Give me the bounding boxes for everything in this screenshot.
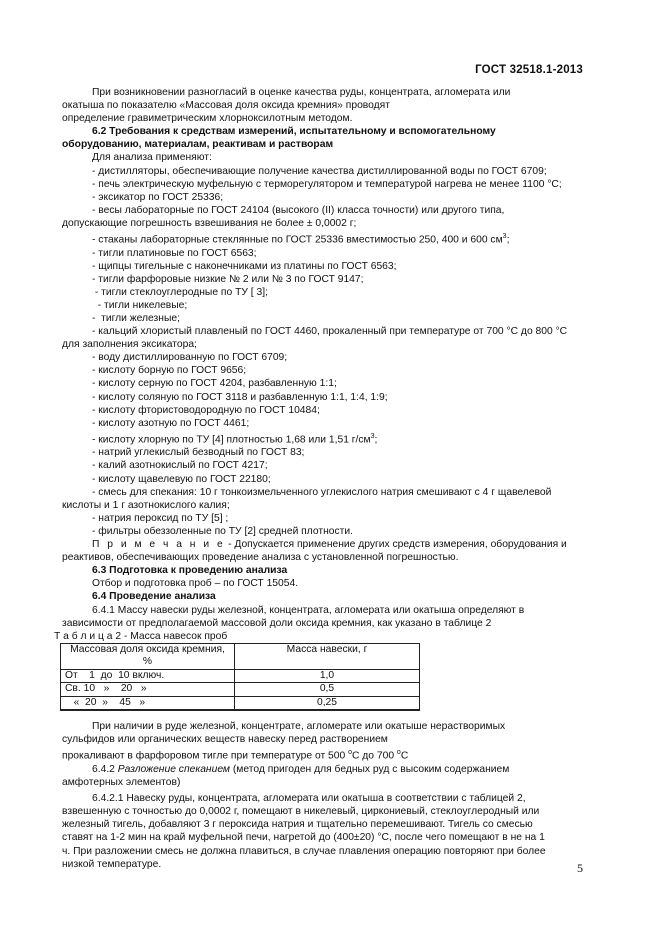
paragraph-6-4-1-line-1: 6.4.1 Массу навески руды железной, концентрата, агломерата или окатыша определяют в (92, 604, 525, 616)
list-item-continuation: кислоты и 1 г азотнокислого калия; (62, 499, 230, 511)
sulfide-note-text: прокаливают в фарфоровом тигле при температуре от 500 (62, 750, 349, 762)
list-item: - тигли платиновые по ГОСТ 6563; (92, 247, 257, 259)
table-header-cell (61, 643, 235, 669)
list-item: - печь электрическую муфельную с терморегулятором и температурой нагрева не менее 1100 °С; (92, 178, 562, 190)
sulfide-note-line-3 (62, 746, 582, 763)
section-6-4-title: 6.4 Проведение анализа (92, 591, 216, 603)
list-item-text: - стаканы лабораторные стеклянные по ГОСТ 25336 вместимостью 250, 400 и 600 см (92, 234, 503, 246)
list-item-text: - кислоту хлорную по ТУ [4] плотностью 1,68 или 1,51 г/см (92, 434, 371, 446)
sample-mass-table (60, 643, 420, 712)
intro-line-2: окатыша по показателю «Массовая доля оксида кремния» проводят (62, 100, 390, 112)
list-item-tail: ; (374, 434, 378, 446)
paragraph-6-4-2-1-line: ставят на 1-2 мин на край муфельной печи, нагретой до (400±20) °С, после чего помещают в не на 1 (62, 832, 545, 844)
list-item: - смесь для спекания: 10 г тонкоизмельченного углекислого натрия смешивают с 4 г щавелевой (92, 486, 552, 498)
note (62, 538, 582, 551)
degree-mark: о (396, 749, 401, 757)
section-6-3-text: Отбор и подготовка проб – по ГОСТ 15054. (92, 578, 299, 590)
paragraph-6-4-2-1-line: железный тигель, добавляют 3 г пероксида натрия и тщательно перемешивают. Тигель со смесью (62, 819, 533, 831)
note-continuation: реактивов, обеспечивающих проведение анализа с установленной погрешностью. (62, 552, 459, 564)
document-id-header: ГОСТ 32518.1-2013 (475, 64, 583, 76)
paragraph-number: 6.4.2 (92, 763, 118, 775)
method-title: Разложение спеканием (117, 763, 230, 775)
paragraph-text: (метод пригоден для бедных руд с высоким содержанием (230, 763, 510, 775)
degree-mark: о (348, 749, 352, 757)
column-title-silica: Массовая доля оксида кремния, (70, 643, 225, 655)
table-cell-range: « 20 » 45 » (61, 696, 235, 710)
table-header-cell: Масса навески, г (235, 643, 420, 669)
list-item: - калий азотнокислый по ГОСТ 4217; (92, 460, 268, 472)
table-row (61, 696, 420, 710)
table-cell-mass: 0,25 (235, 696, 420, 710)
table-cell-range: От 1 до 10 включ. (61, 669, 235, 683)
paragraph-6-4-2-line-1 (62, 763, 582, 776)
superscript: 3 (370, 432, 375, 440)
table-header-row (61, 643, 420, 669)
sulfide-note-text: С до 700 (351, 750, 397, 762)
page-body (54, 86, 582, 871)
list-item: - кальций хлористый плавленый по ГОСТ 4460, прокаленный при температуре от 700 °С до 800 °С (92, 326, 568, 338)
sulfide-note-text: С (400, 750, 409, 762)
paragraph-6-4-2-line-2: амфотерных элементов) (62, 777, 181, 789)
list-item (62, 430, 582, 447)
list-item: - тигли стеклоуглеродные по ТУ [ 3]; (92, 286, 268, 298)
list-item: - кислоту борную по ГОСТ 9656; (92, 365, 247, 377)
intro-line-1: При возникновении разногласий в оценке качества руды, концентрата, агломерата или (92, 87, 511, 98)
paragraph-6-4-2-1-line: низкой температуре. (62, 858, 162, 870)
table-cell-range: Св. 10 » 20 » (61, 683, 235, 697)
list-item: - кислоту фтористоводородную по ГОСТ 10484; (92, 404, 320, 416)
paragraph-6-4-1-line-2: зависимости от предполагаемой массовой доли оксида кремния, как указано в таблице 2 (62, 617, 492, 629)
list-item: - щипцы тигельные с наконечниками из платины по ГОСТ 6563; (92, 260, 397, 272)
list-item: - весы лабораторные по ГОСТ 24104 (высокого (II) класса точности) или другого типа, (92, 204, 505, 216)
table-cell-mass: 1,0 (235, 669, 420, 683)
table-row (61, 669, 420, 683)
sulfide-note-line-1: При наличии в руде железной, концентрате, агломерате или окатыше нерастворимых (92, 721, 506, 733)
table-caption: Т а б л и ц а 2 - Масса навесок проб (54, 630, 228, 642)
superscript: 3 (502, 233, 507, 241)
table-cell-mass: 0,5 (235, 683, 420, 697)
list-item (62, 230, 582, 247)
list-item-tail: ; (506, 234, 510, 246)
list-item-continuation: для заполнения эксикатора; (62, 339, 197, 351)
list-item: - тигли железные; (92, 313, 180, 325)
paragraph-6-4-2-1-line: 6.4.2.1 Навеску руды, концентрата, агломерата или окатыша в соответствии с таблицей 2, (92, 793, 526, 805)
list-item: - кислоту серную по ГОСТ 4204, разбавленную 1:1; (92, 378, 337, 390)
list-item-continuation: допускающие погрешность взвешивания не более ± 0,0002 г; (62, 217, 357, 229)
intro-line-3: определение гравиметрическим хлорноксилотным методом. (62, 113, 353, 125)
list-item: - кислоту соляную по ГОСТ 3118 и разбавленную 1:1, 1:4, 1:9; (92, 391, 388, 403)
paragraph-6-4-2-1-line: взвешенную с точностью до 0,0002 г, помещают в никелевый, циркониевый, стеклоуглеродный или (62, 806, 540, 818)
list-item: - натрия пероксид по ТУ [5] ; (92, 512, 229, 524)
list-item: - эксикатор по ГОСТ 25336; (92, 191, 224, 203)
list-item: - натрий углекислый безводный по ГОСТ 83; (92, 447, 305, 459)
list-item: - фильтры обеззоленные по ТУ [2] средней плотности. (92, 525, 353, 537)
note-text: - Допускается применение других средств измерения, оборудования и (225, 539, 567, 551)
section-6-3-title: 6.3 Подготовка к проведению анализа (92, 565, 288, 577)
section-6-2-title-line-1: 6.2 Требования к средствам измерений, испытательному и вспомогательному (92, 126, 496, 138)
page-number: 5 (577, 861, 583, 875)
table-row (61, 683, 420, 697)
column-unit: % (142, 656, 153, 668)
list-item: - тигли фарфоровые низкие № 2 или № 3 по ГОСТ 9147; (92, 273, 364, 285)
note-label: П р и м е ч а н и е (92, 539, 226, 551)
spacer (62, 711, 582, 720)
sulfide-note-line-2: сульфидов или органических веществ навеску перед растворением (62, 734, 388, 746)
list-item: - воду дистиллированную по ГОСТ 6709; (92, 352, 288, 364)
paragraph-6-4-2-1-line: ч. При разложении смесь не должна плавиться, в случае плавления операцию повторяют при более (62, 845, 546, 857)
list-item: - тигли никелевые; (92, 299, 188, 311)
section-6-2-title-line-2: оборудованию, материалам, реактивам и растворам (62, 139, 334, 151)
section-6-2-lead: Для анализа применяют: (92, 152, 212, 164)
list-item: - кислоту азотную по ГОСТ 4461; (92, 417, 250, 429)
list-item: - кислоту щавелевую по ГОСТ 22180; (92, 473, 271, 485)
list-item: - дистилляторы, обеспечивающие получение качества дистиллированной воды по ГОСТ 6709; (92, 165, 547, 177)
